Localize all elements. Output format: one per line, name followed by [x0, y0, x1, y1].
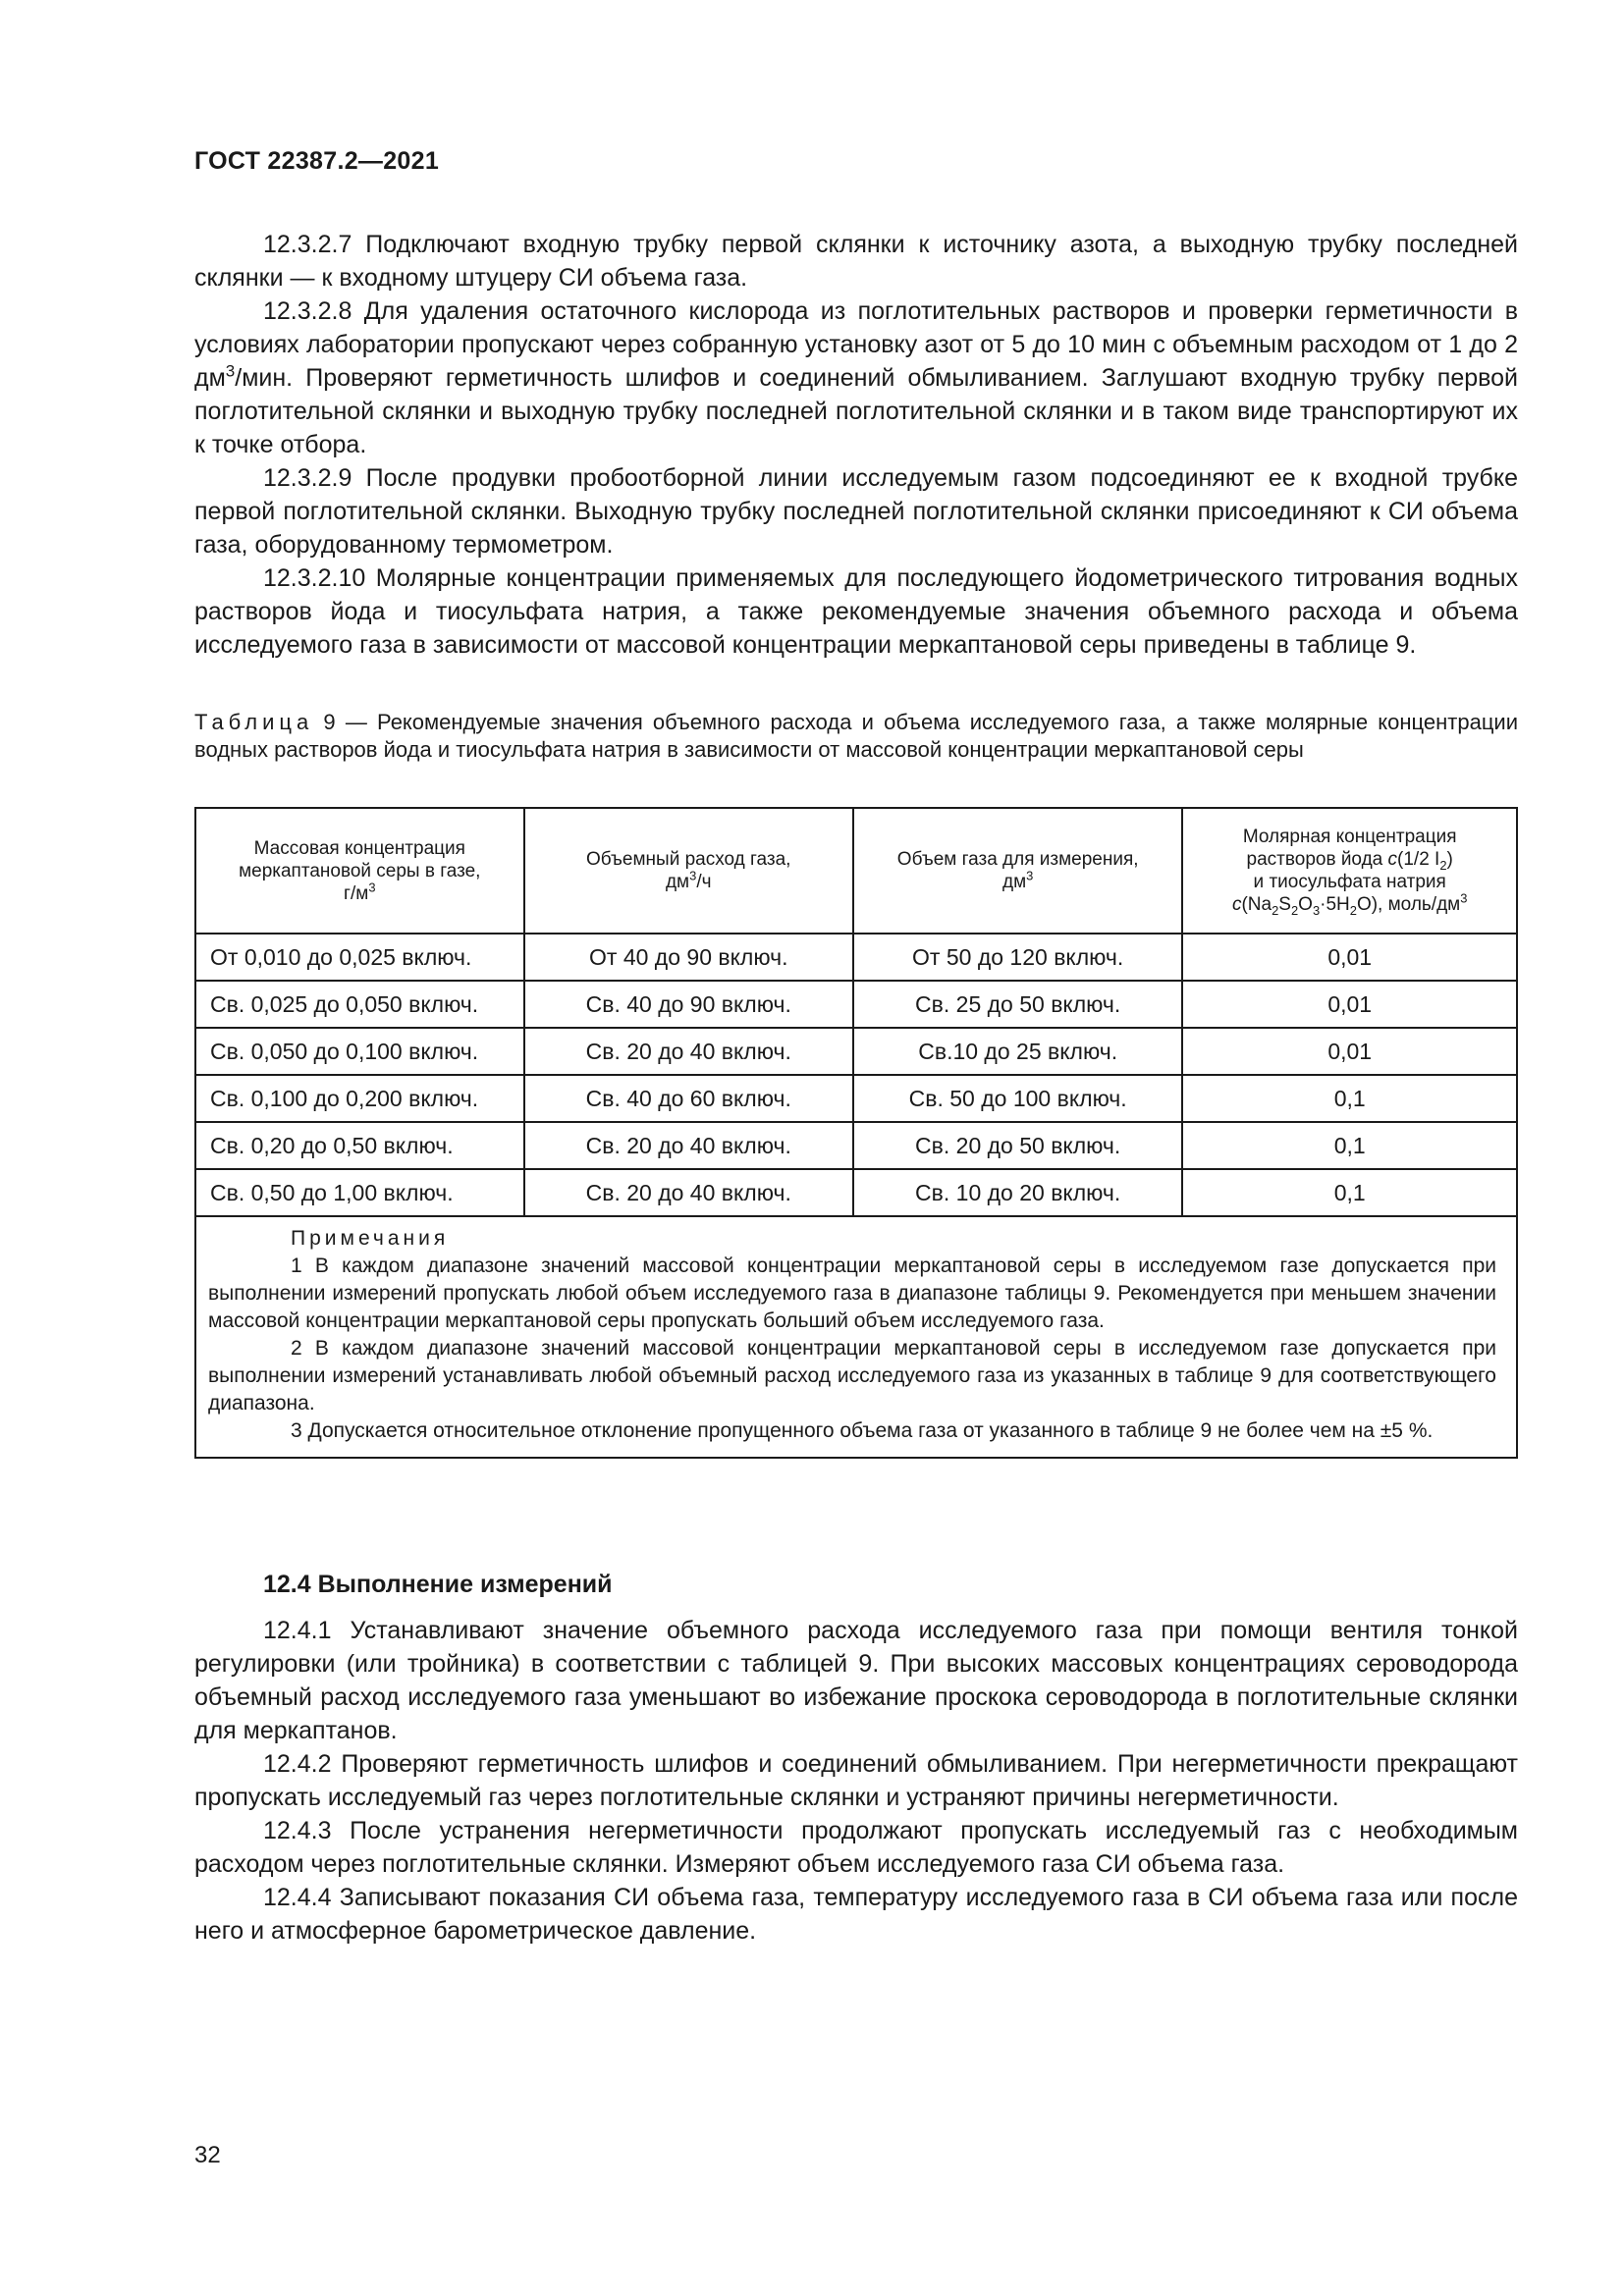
table-cell-volume: Св. 20 до 50 включ.: [853, 1122, 1182, 1169]
table-row: [195, 1075, 1517, 1122]
table-cell-flow: От 40 до 90 включ.: [524, 934, 853, 981]
paragraph-12-4-4: 12.4.4 Записывают показания СИ объема газа, температуру исследуемого газа в СИ объема газа или после него и атмосферное барометрическое давление.: [194, 1884, 1518, 1945]
table-cell-volume: От 50 до 120 включ.: [853, 934, 1182, 981]
table-row: [195, 1028, 1517, 1075]
table-cell-mass: От 0,010 до 0,025 включ.: [195, 934, 524, 981]
table-cell-volume: Св. 25 до 50 включ.: [853, 981, 1182, 1028]
header-flow-rate: Объемный расход газа, $дм^3/ч$: [524, 808, 853, 934]
table-cell-molar: 0,1: [1182, 1075, 1517, 1122]
table-cell-volume: Св. 50 до 100 включ.: [853, 1075, 1182, 1122]
section-title-12-4: 12.4 Выполнение измерений: [263, 1571, 613, 1598]
notes-title: Примечания: [291, 1227, 450, 1250]
table-cell-mass: Св. 0,100 до 0,200 включ.: [195, 1075, 524, 1122]
table-notes-row: [195, 1216, 1517, 1458]
note-2: 2 В каждом диапазоне значений массовой концентрации меркаптановой серы в исследуемом газе допускается при выполнении измерений устанавливать любой объемный расход исследуемого газа из указанных в таблице 9 для соответствующего диапазона.: [208, 1337, 1496, 1415]
table-cell-mass: Св. 0,050 до 0,100 включ.: [195, 1028, 524, 1075]
table-cell-flow: Св. 40 до 90 включ.: [524, 981, 853, 1028]
table-cell-flow: Св. 20 до 40 включ.: [524, 1122, 853, 1169]
table-cell-molar: 0,1: [1182, 1169, 1517, 1216]
table-caption-text: 9 — Рекомендуемые значения объемного расхода и объема исследуемого газа, а также молярные концентрации водных растворов йода и тиосульфата натрия в зависимости от массовой концентрации меркаптановой серы: [194, 710, 1518, 762]
document-header: ГОСТ 22387.2—2021: [194, 147, 440, 175]
table-row: [195, 934, 1517, 981]
table-cell-flow: Св. 20 до 40 включ.: [524, 1028, 853, 1075]
paragraph-12-3-2-10: 12.3.2.10 Молярные концентрации применяемых для последующего йодометрического титрования водных растворов йода и тиосульфата натрия, а также рекомендуемые значения объемного расхода и объема исследуемого газа в зависимости от массовой концентрации меркаптановой серы приведены в таблице 9.: [194, 564, 1518, 659]
table-header-row: [195, 808, 1517, 934]
header-gas-volume: Объем газа для измерения, $дм^3$: [853, 808, 1182, 934]
table-notes: [195, 1216, 1517, 1458]
body-text-bottom: [194, 1614, 1518, 1948]
body-text-top: [194, 228, 1518, 662]
note-3: 3 Допускается относительное отклонение пропущенного объема газа от указанного в таблице 9 не более чем на ±5 %.: [291, 1419, 1434, 1442]
paragraph-12-3-2-7: 12.3.2.7 Подключают входную трубку первой склянки к источнику азота, а выходную трубку последней склянки — к входному штуцеру СИ объема газа.: [194, 231, 1518, 292]
table-cell-molar: 0,1: [1182, 1122, 1517, 1169]
note-1: 1 В каждом диапазоне значений массовой концентрации меркаптановой серы в исследуемом газе допускается при выполнении измерений пропускать любой объем исследуемого газа в диапазоне таблицы 9. Рекомендуется при меньшем значении массовой концентрации меркаптановой серы пропускать больший объем исследуемого газа.: [208, 1255, 1496, 1332]
table-row: [195, 1169, 1517, 1216]
paragraph-12-3-2-9: 12.3.2.9 После продувки пробоотборной линии исследуемым газом подсоединяют ее к входной трубке первой поглотительной склянки. Выходную трубку последней поглотительной склянки присоединяют к СИ объема газа, оборудованному термометром.: [194, 464, 1518, 559]
table-row: [195, 1122, 1517, 1169]
paragraph-12-4-1: 12.4.1 Устанавливают значение объемного расхода исследуемого газа при помощи вентиля тонкой регулировки (или тройника) в соответствии с таблицей 9. При высоких массовых концентрациях сероводорода объемный расход исследуемого газа уменьшают во избежание проскока сероводорода в поглотительные склянки для меркаптанов.: [194, 1617, 1518, 1744]
table-cell-flow: Св. 20 до 40 включ.: [524, 1169, 853, 1216]
paragraph-12-4-2: 12.4.2 Проверяют герметичность шлифов и соединений обмыливанием. При негерметичности прекращают пропускать исследуемый газ через поглотительные склянки и устраняют причины негерметичности.: [194, 1750, 1518, 1811]
table-cell-mass: Св. 0,025 до 0,050 включ.: [195, 981, 524, 1028]
table-cell-molar: 0,01: [1182, 981, 1517, 1028]
header-molar-concentration: Молярная концентрация растворов йода c(1/2 $I_2$) и тиосульфата натрия $c(Na_2S_2O_3\cdot 5H_2O)$, моль/$дм^3$: [1182, 808, 1517, 934]
page-number: 32: [194, 2142, 221, 2168]
table-cell-molar: 0,01: [1182, 1028, 1517, 1075]
header-mass-concentration: Массовая концентрация меркаптановой серы в газе, $г/м^3$: [195, 808, 524, 934]
table-caption: [194, 709, 1518, 764]
table-caption-label: Таблица: [194, 710, 314, 734]
table-cell-volume: Св.10 до 25 включ.: [853, 1028, 1182, 1075]
table-cell-mass: Св. 0,20 до 0,50 включ.: [195, 1122, 524, 1169]
table-row: [195, 981, 1517, 1028]
table-9: [194, 807, 1518, 1459]
table-cell-mass: Св. 0,50 до 1,00 включ.: [195, 1169, 524, 1216]
table-cell-flow: Св. 40 до 60 включ.: [524, 1075, 853, 1122]
table-cell-volume: Св. 10 до 20 включ.: [853, 1169, 1182, 1216]
paragraph-12-3-2-8: 12.3.2.8 Для удаления остаточного кислорода из поглотительных растворов и проверки герметичности в условиях лаборатории пропускают через собранную установку азот от 5 до 10 мин с объемным расходом от 1 до 2 $дм^3$/мин. Проверяют герметичность шлифов и соединений обмыливанием. Заглушают входную трубку первой поглотительной склянки и выходную трубку последней поглотительной склянки и в таком виде транспортируют их к точке отбора.: [194, 297, 1518, 458]
table-cell-molar: 0,01: [1182, 934, 1517, 981]
paragraph-12-4-3: 12.4.3 После устранения негерметичности продолжают пропускать исследуемый газ с необходимым расходом через поглотительные склянки. Измеряют объем исследуемого газа СИ объема газа.: [194, 1817, 1518, 1878]
